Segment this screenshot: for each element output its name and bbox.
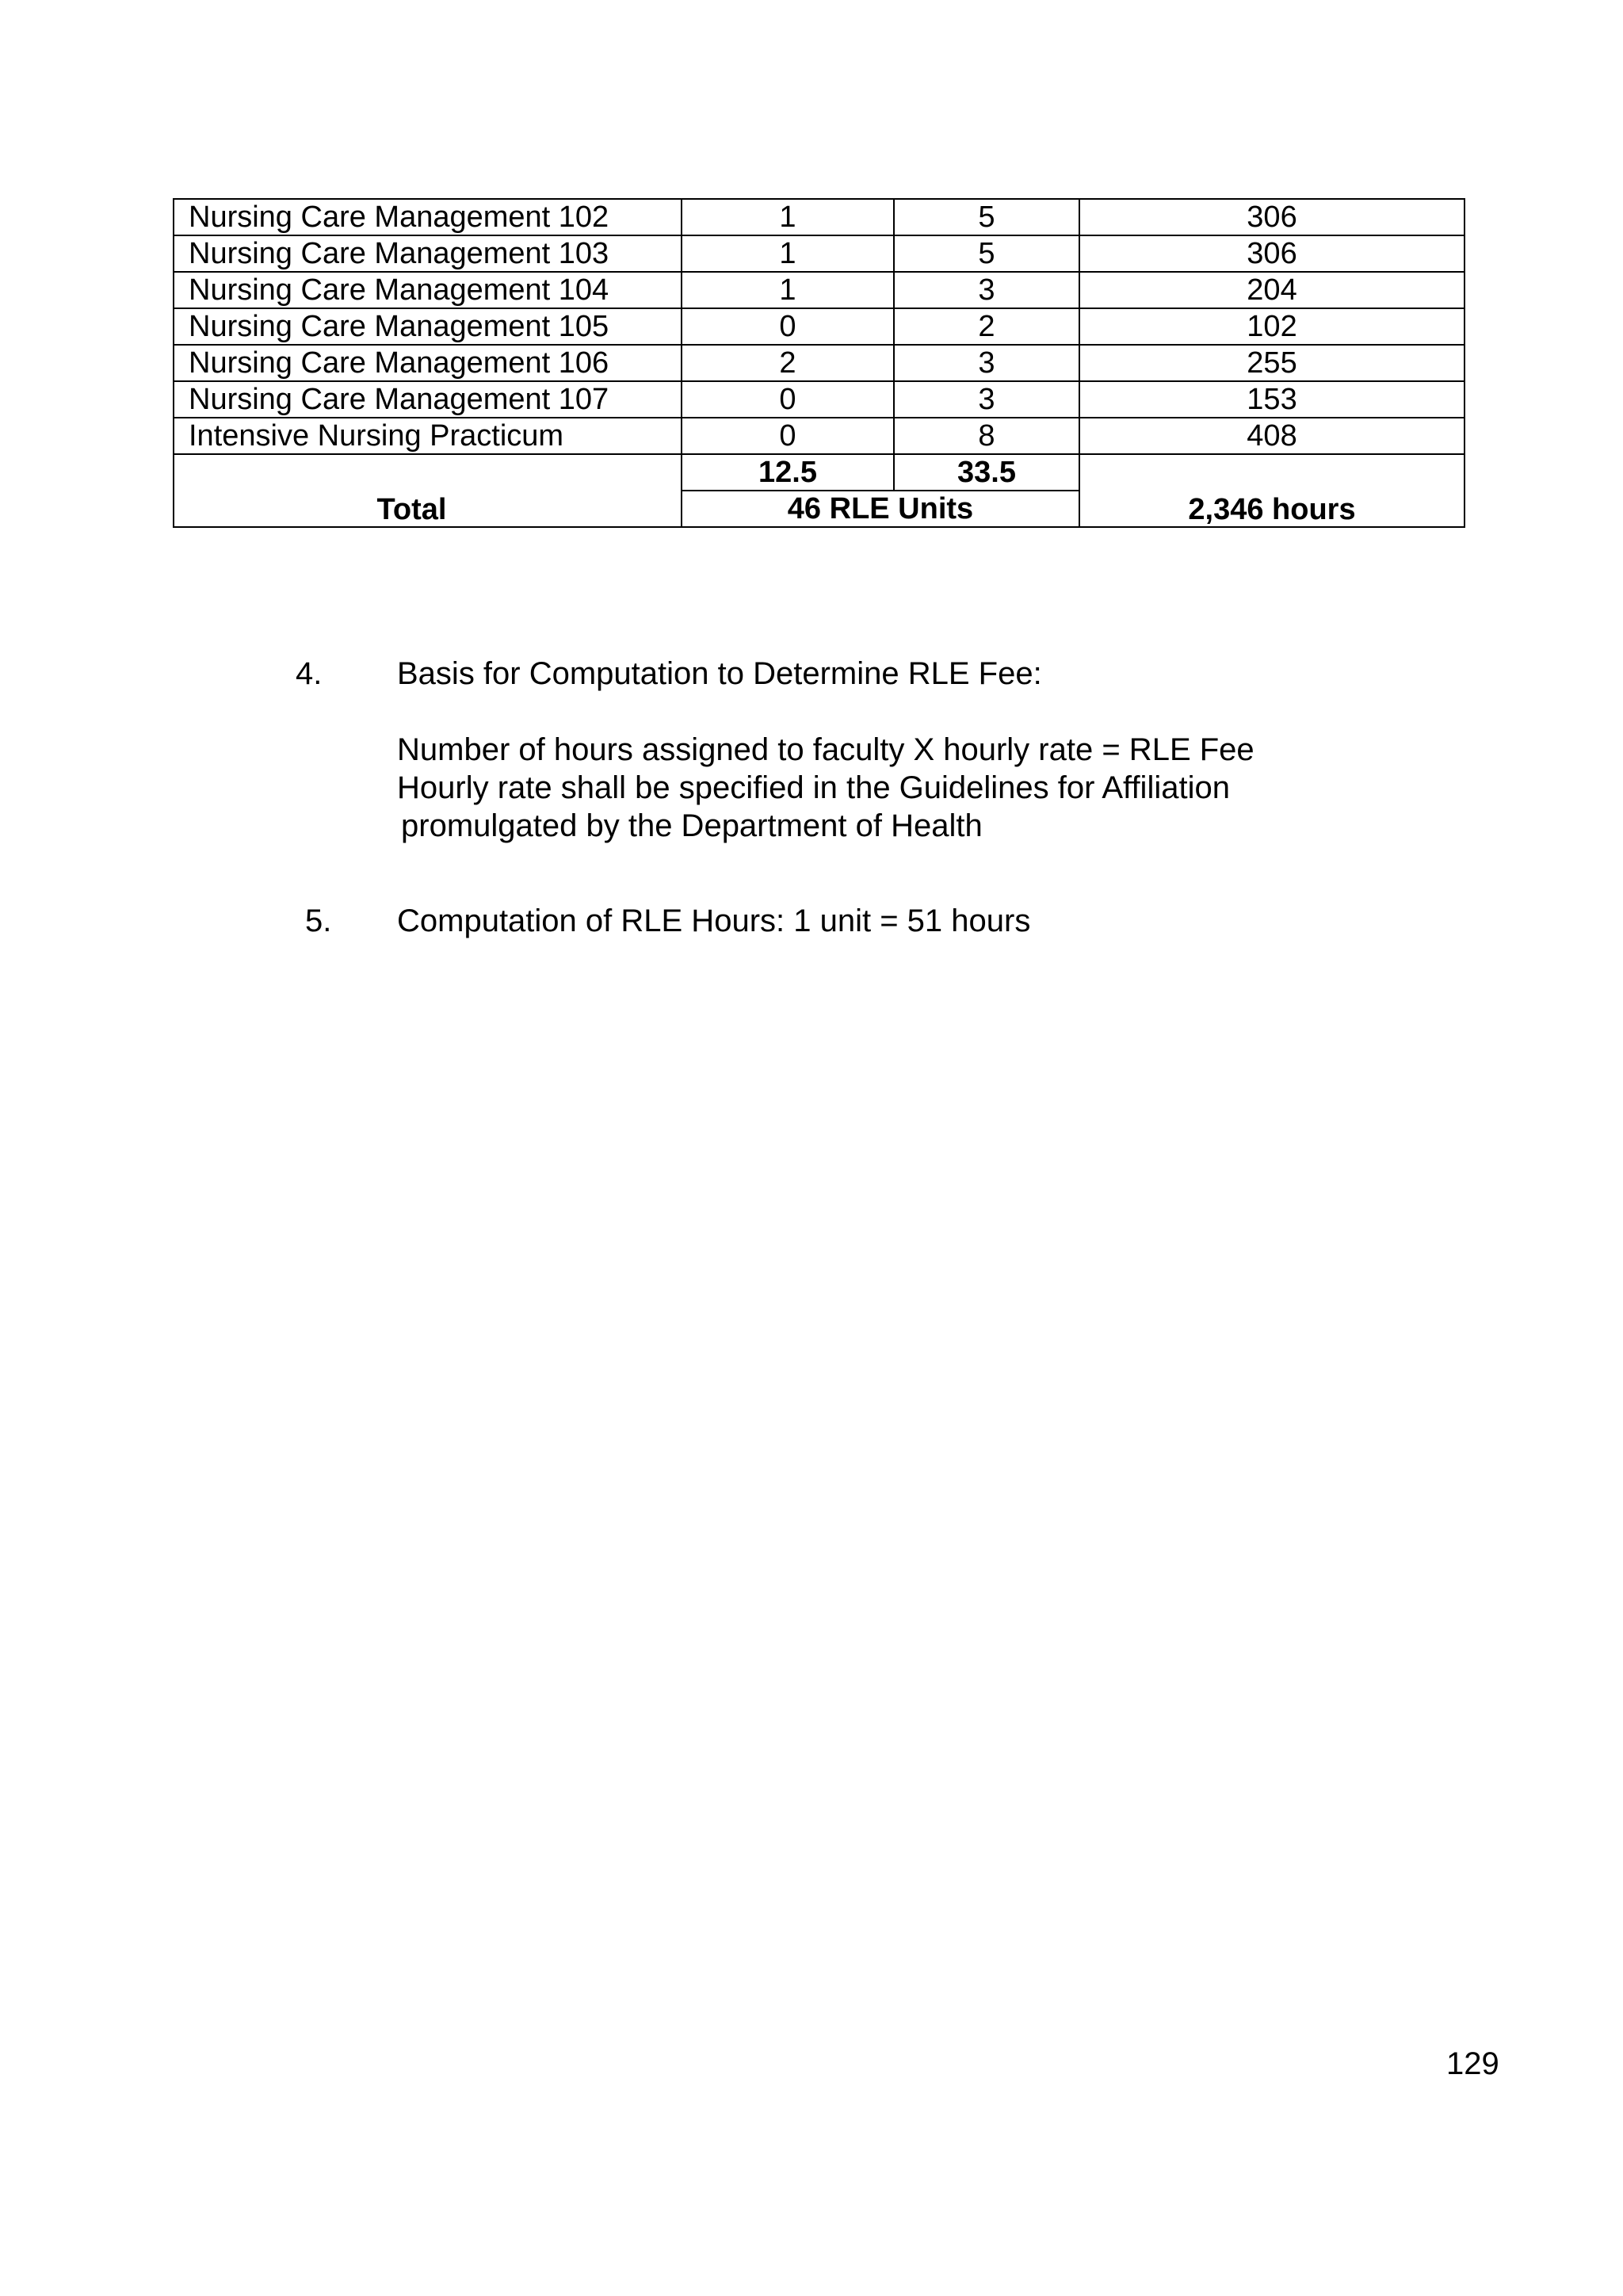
lecture-units-cell: 0 (682, 418, 894, 454)
total-hours: 2,346 hours (1079, 454, 1465, 527)
table-body (174, 199, 1465, 527)
total-rle-units-combined: 46 RLE Units (682, 491, 1079, 527)
rle-hours-cell: 408 (1079, 418, 1465, 454)
lecture-units-cell: 1 (682, 235, 894, 272)
rle-units-cell: 2 (894, 308, 1079, 345)
lecture-units-cell: 1 (682, 272, 894, 308)
table-row (174, 272, 1465, 308)
page-number: 129 (1446, 2046, 1499, 2081)
table-row (174, 308, 1465, 345)
course-name-cell: Nursing Care Management 103 (174, 235, 682, 272)
course-name-cell: Nursing Care Management 102 (174, 199, 682, 235)
section-heading: Basis for Computation to Determine RLE Fee: (397, 656, 1042, 691)
table-row (174, 199, 1465, 235)
rle-hours-cell: 306 (1079, 235, 1465, 272)
section-heading: Computation of RLE Hours: 1 unit = 51 hours (397, 904, 1031, 938)
rle-units-cell: 8 (894, 418, 1079, 454)
rle-units-cell: 3 (894, 381, 1079, 418)
rle-units-cell: 3 (894, 272, 1079, 308)
total-label: Total (174, 454, 682, 527)
total-row (174, 454, 1465, 491)
table-row (174, 418, 1465, 454)
course-name-cell: Nursing Care Management 104 (174, 272, 682, 308)
total-lecture-units: 12.5 (682, 454, 894, 491)
rle-hours-cell: 204 (1079, 272, 1465, 308)
table-row (174, 345, 1465, 381)
section-line: Hourly rate shall be specified in the Guidelines for Affiliation (397, 770, 1230, 805)
course-name-cell: Nursing Care Management 107 (174, 381, 682, 418)
section-line: promulgated by the Department of Health (401, 808, 983, 843)
course-name-cell: Nursing Care Management 105 (174, 308, 682, 345)
table-row (174, 381, 1465, 418)
rle-hours-cell: 255 (1079, 345, 1465, 381)
course-name-cell: Nursing Care Management 106 (174, 345, 682, 381)
rle-hours-cell: 306 (1079, 199, 1465, 235)
total-rle-units: 33.5 (894, 454, 1079, 491)
table-row (174, 235, 1465, 272)
lecture-units-cell: 0 (682, 381, 894, 418)
rle-units-cell: 3 (894, 345, 1079, 381)
lecture-units-cell: 0 (682, 308, 894, 345)
section-number: 5. (305, 904, 332, 938)
rle-units-table (173, 198, 1465, 528)
course-name-cell: Intensive Nursing Practicum (174, 418, 682, 454)
rle-units-cell: 5 (894, 199, 1079, 235)
rle-hours-cell: 153 (1079, 381, 1465, 418)
lecture-units-cell: 2 (682, 345, 894, 381)
rle-units-cell: 5 (894, 235, 1079, 272)
rle-hours-cell: 102 (1079, 308, 1465, 345)
section-line: Number of hours assigned to faculty X hourly rate = RLE Fee (397, 732, 1254, 767)
lecture-units-cell: 1 (682, 199, 894, 235)
section-number: 4. (296, 656, 323, 691)
